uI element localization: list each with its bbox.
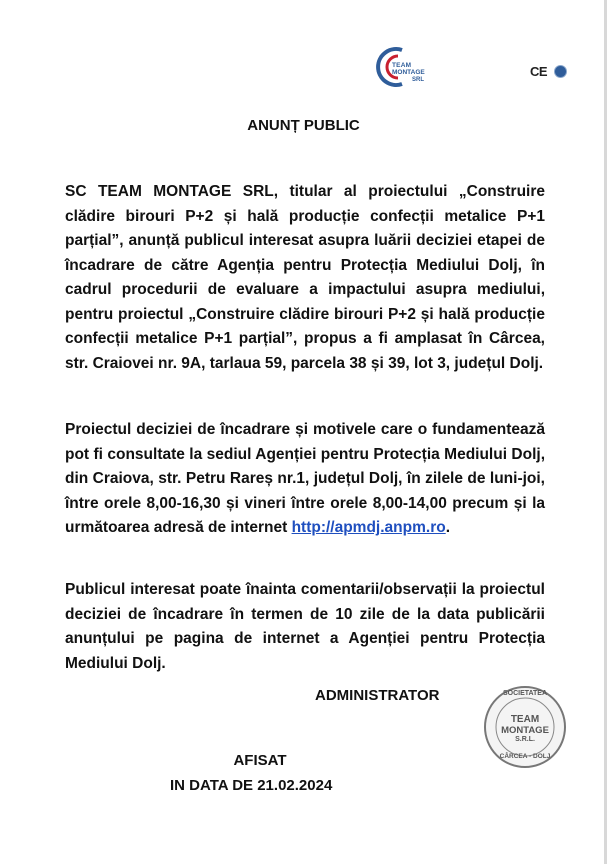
logo-text-srl: SRL: [412, 77, 424, 83]
apm-website-link[interactable]: http://apmdj.anpm.ro: [291, 519, 446, 536]
posted-date: IN DATA DE 21.02.2024: [170, 777, 333, 794]
certification-badge-icon: [554, 65, 567, 78]
stamp-name-line3: S.R.L.: [515, 736, 535, 743]
company-logo: [372, 44, 442, 100]
paragraph-project-intro: SC TEAM MONTAGE SRL, titular al proiectului „Construire clădire birouri P+2 și hală producție confecții metalice P+1 parțial”, anunță publicul interesat asupra luării deciziei etapei de încadrare de către Agenția pentru Protecția Mediului Dolj, în cadrul procedurii de evaluare a impactului asupra mediului, pentru proiectul „Construire clădire birouri P+2 și hală producție confecții metalice P+1 parțial”, propus a fi amplasat în Cârcea, str. Craiovei nr. 9A, tarlaua 59, parcela 38 și 39, lot 3, județul Dolj.: [65, 183, 545, 372]
stamp-name-line2: MONTAGE: [501, 725, 549, 736]
page-title: ANUNȚ PUBLIC: [247, 117, 360, 134]
stamp-bottom-text: CÂRCEA - DOLJ: [499, 753, 551, 760]
stamp-top-text: SOCIETATEA: [502, 690, 548, 697]
logo-text-team: TEAM: [392, 62, 412, 69]
paragraph-comments: Publicul interesat poate înainta comentarii/observații la proiectul deciziei de încadrare în termen de 10 zile de la data publicării anunțului pe pagina de internet a Agenției pentru Protecția Mediului Dolj.: [65, 581, 545, 672]
consultation-text: Proiectul deciziei de încadrare și motivele care o fundamentează pot fi consultate la sediul Agenției pentru Protecția Mediului Dolj, din Craiova, str. Petru Rareș nr.1, județul Dolj, în zilele de luni-joi, între orele 8,00-16,30 și vineri între orele 8,00-14,00 precum și la următoarea adresă de internet: [65, 421, 545, 536]
logo-text-montage: MONTAGE: [392, 69, 425, 76]
posted-label: AFISAT: [233, 752, 287, 769]
stamp-name-line1: TEAM: [510, 714, 540, 725]
consultation-text-end: .: [445, 519, 451, 536]
signatory-title: ADMINISTRATOR: [315, 687, 440, 704]
ce-mark: CE: [530, 64, 548, 79]
paragraph-consultation: [65, 418, 545, 541]
